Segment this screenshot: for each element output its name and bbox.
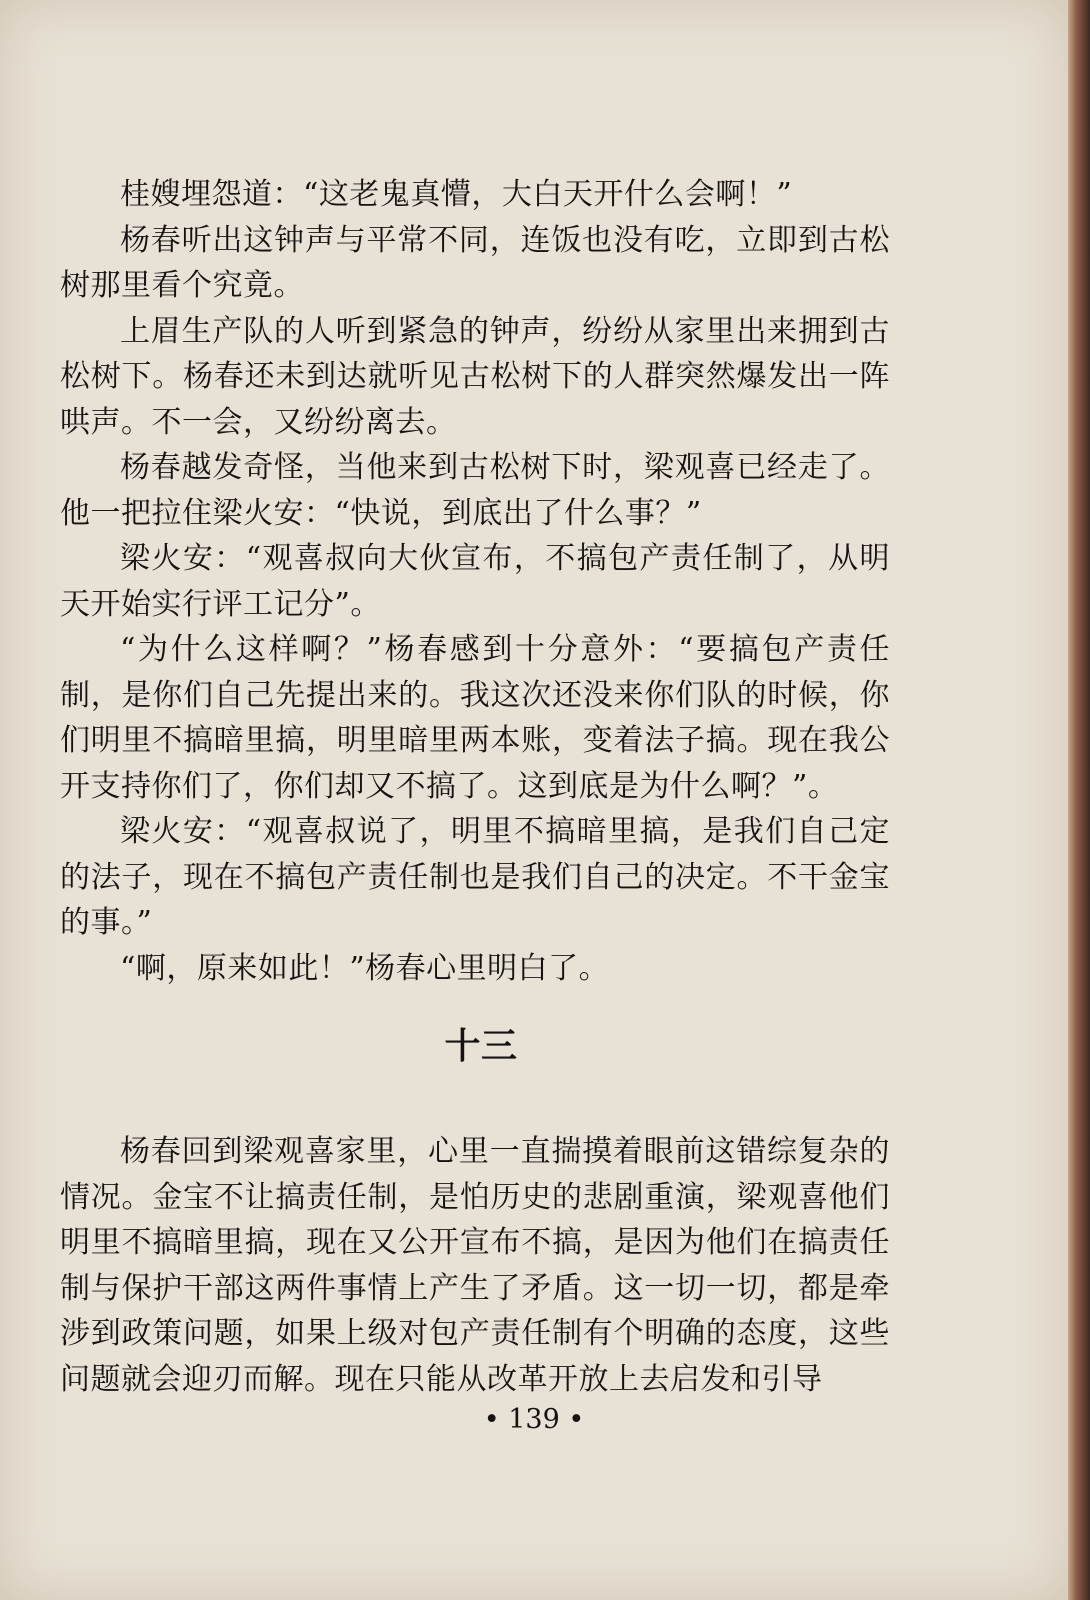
page-edge [1068,0,1090,1600]
paragraph: 杨春越发奇怪，当他来到古松树下时，梁观喜已经走了。他一把拉住梁火安：“快说，到底出了什么事？” [60,450,890,531]
paragraph: “啊，原来如此！”杨春心里明白了。 [120,950,610,986]
paragraph: 杨春听出这钟声与平常不同，连饭也没有吃，立即到古松树那里看个究竟。 [60,222,890,303]
paragraph: 梁火安：“观喜叔向大伙宣布，不搞包产责任制了，从明天开始实行评工记分”。 [60,541,890,622]
spacer [60,1101,890,1129]
paragraph: 梁火安：“观喜叔说了，明里不搞暗里搞，是我们自己定的法子，现在不搞包产责任制也是我们自己的决定。不干金宝的事。” [60,814,890,940]
paragraph: 桂嫂埋怨道：“这老鬼真懵，大白天开什么会啊！” [120,177,793,212]
chapter-heading: 十三 [444,1025,518,1067]
page-body [60,172,890,1402]
paragraph: 杨春回到梁观喜家里，心里一直揣摸着眼前这错综复杂的情况。金宝不让搞责任制，是怕历史的悲剧重演，梁观喜他们明里不搞暗里搞，现在又公开宣布不搞，是因为他们在搞责任制与保护干部这两件事情上产生了矛盾。这一切一切，都是牵涉到政策问题，如果上级对包产责任制有个明确的态度，这些问题就会迎刃而解。现在只能从改革开放上去启发和引导 [60,1134,890,1397]
paragraph: “为什么这样啊？”杨春感到十分意外：“要搞包产责任制，是你们自己先提出来的。我这次还没来你们队的时候，你们明里不搞暗里搞，明里暗里两本账，变着法子搞。现在我公开支持你们了，你们却又不搞了。这到底是为什么啊？”。 [60,632,890,804]
page-number: • 139 • [483,1404,585,1435]
paragraph: 上眉生产队的人听到紧急的钟声，纷纷从家里出来拥到古松树下。杨春还未到达就听见古松树下的人群突然爆发出一阵哄声。不一会，又纷纷离去。 [60,313,890,440]
